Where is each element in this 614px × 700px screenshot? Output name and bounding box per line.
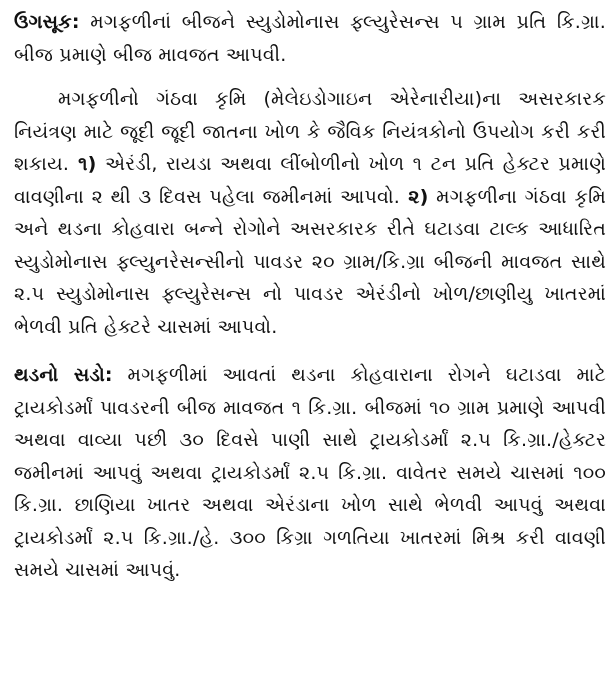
point-1-text: એરંડી, રાયડા અથવા લીંબોળીનો ખોળ ૧ ટન પ્રતિ હેક્ટર પ્રમાણે વાવણીના ૨ થી ૩ દિવસ પહેલા જમીનમાં આપવો.	[14, 153, 606, 208]
paragraph-stem-rot	[14, 359, 606, 587]
point-2-text: મગફળીના ગંઠવા કૃમિ અને થડના કોહવારા બન્ને રોગોને અસરકારક રીતે ઘટાડવા ટાલ્ક આધારિત સ્યુડોમોનાસ ફ્લ્યુનરેસન્સીનો પાવડર ૨૦ ગ્રામ/કિ.ગ્રા બીજની માવજત સાથે ૨.૫ સ્યુડોમોનાસ ફ્લ્યુરેસન્સ નો પાવડર એરંડીનો ખોળ/છાણીયુ ખાતરમાં ભેળવી પ્રતિ હેક્ટરે ચાસમાં આપવો.	[14, 185, 606, 338]
heading-stem-rot: થડનો સડો:	[14, 364, 113, 386]
paragraph-seed-treatment	[14, 6, 606, 71]
paragraph-seed-treatment-text: મગફળીનાં બીજને સ્યુડોમોનાસ ફ્લ્યુરેસન્સ ૫ ગ્રામ પ્રતિ કિ.ગ્રા. બીજ પ્રમાણે બીજ માવજત આપવી.	[14, 11, 606, 66]
paragraph-stem-rot-text: મગફળીમાં આવતાં થડના કોહવારાના રોગને ઘટાડવા માટે ટ્રાયકોડર્માં પાવડરની બીજ માવજત ૧ કિ.ગ્રા. બીજમાં ૧૦ ગ્રામ પ્રમાણે આપવી અથવા વાવ્યા પછી ૩૦ દિવસે પાણી સાથે ટ્રાયકોડર્માં ૨.૫ કિ.ગ્રા./હેક્ટર જમીનમાં આપવું અથવા ટ્રાયકોડર્માં ૨.૫ કિ.ગ્રા. વાવેતર સમયે ચાસમાં ૧૦૦ કિ.ગ્રા. છાણિયા ખાતર અથવા એરંડાના ખોળ સાથે ભેળવી આપવું અથવા ટ્રાયકોડર્માં ૨.૫ કિ.ગ્રા./હે. ૩૦૦ કિગ્રા ગળતિયા ખાતરમાં મિશ્ર કરી વાવણી સમયે ચાસમાં આપવું.	[14, 364, 606, 581]
paragraph-nematode-control	[14, 83, 606, 343]
heading-ugasuk: ઉગસૂક:	[14, 11, 80, 33]
nematode-intro-text: મગફળીનો ગંઠવા કૃમિ (મેલેઇડોગાઇન એરેનારીયા)ના અસરકારક નિયંત્રણ માટે જૂદી જૂદી જાતના ખોળ કે જૈવિક નિયંત્રકોનો ઉપયોગ કરી કરી શકાય.	[14, 88, 606, 175]
point-2-number: ૨)	[400, 185, 429, 208]
document-body	[14, 6, 606, 587]
point-1-number: ૧)	[69, 153, 97, 175]
